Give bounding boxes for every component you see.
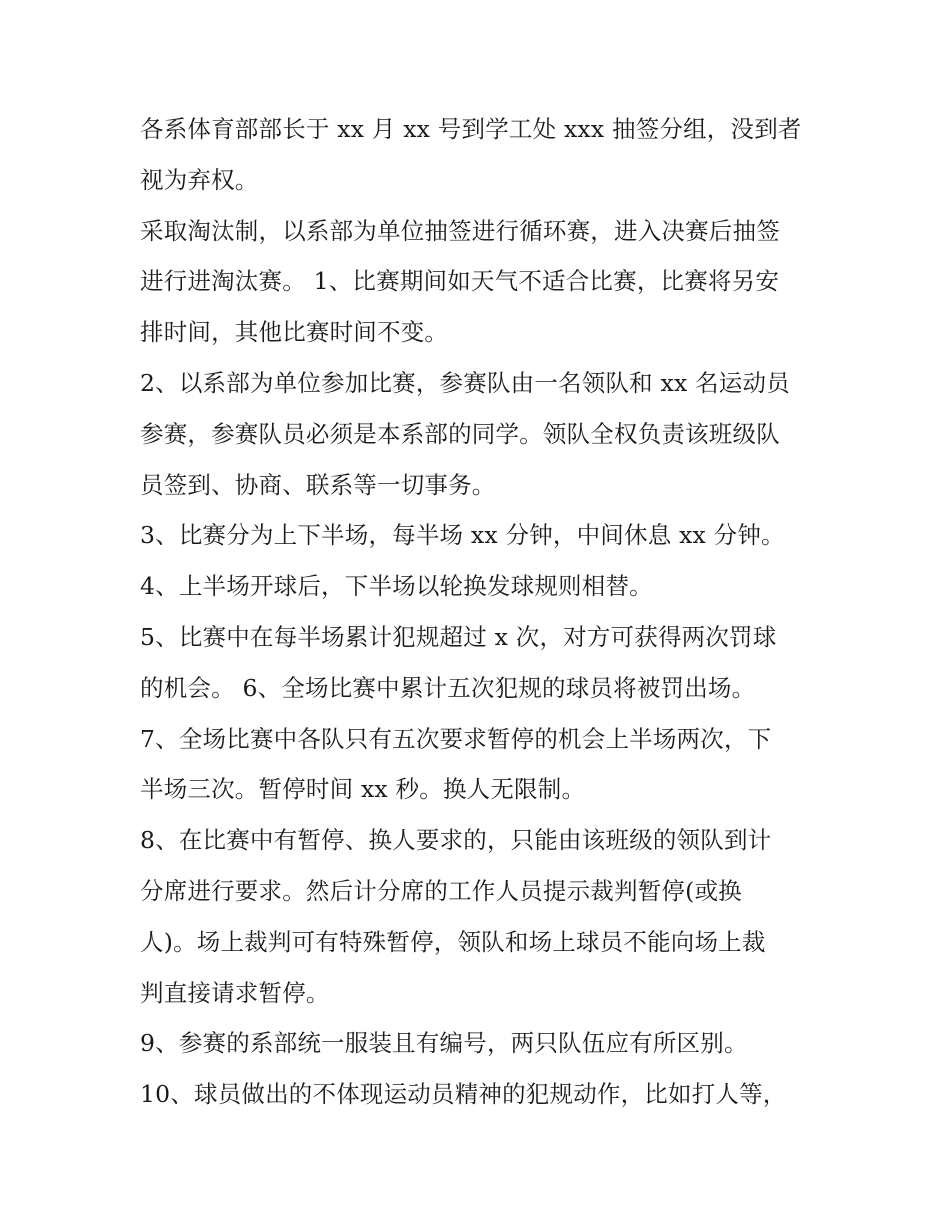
paragraph-rule-5-6 [140,612,820,714]
paragraph-rule-2 [140,358,820,510]
text-line: 9、参赛的系部统一服装且有编号，两只队伍应有所区别。 [140,1029,748,1058]
paragraph-rule-9 [140,1018,820,1069]
paragraph-draw-rules [140,104,820,206]
text-line: 5、比赛中在每半场累计犯规超过 x 次，对方可获得两次罚球 [140,622,777,651]
text-line: 判直接请求暂停。 [140,978,330,1007]
text-line: 采取淘汰制，以系部为单位抽签进行循环赛，进入决赛后抽签 [140,216,780,245]
text-line: 半场三次。暂停时间 xx 秒。换人无限制。 [140,775,586,804]
paragraph-rule-4 [140,561,820,612]
text-line: 员签到、协商、联系等一切事务。 [140,470,496,499]
text-line: 分席进行要求。然后计分席的工作人员提示裁判暂停(或换 [140,876,742,905]
text-line: 4、上半场开球后，下半场以轮换发球规则相替。 [140,572,653,601]
document-body [140,104,820,1120]
text-line: 10、球员做出的不体现运动员精神的犯规动作，比如打人等， [140,1080,787,1109]
text-line: 各系体育部部长于 xx 月 xx 号到学工处 xxx 抽签分组，没到者 [140,115,802,143]
paragraph-rule-3 [140,510,820,561]
text-line: 参赛，参赛队员必须是本系部的同学。领队全权负责该班级队 [140,419,780,448]
text-line: 人)。场上裁判可有特殊暂停，领队和场上球员不能向场上裁 [140,927,766,956]
text-line: 视为弃权。 [140,165,259,194]
text-line: 8、在比赛中有暂停、换人要求的，只能由该班级的领队到计 [140,826,772,855]
paragraph-rule-8 [140,815,820,1018]
text-line: 排时间，其他比赛时间不变。 [140,318,449,347]
paragraph-rule-10 [140,1069,820,1120]
paragraph-rule-7 [140,714,820,816]
text-line: 7、全场比赛中各队只有五次要求暂停的机会上半场两次，下 [140,724,772,753]
text-line: 3、比赛分为上下半场，每半场 xx 分钟，中间休息 xx 分钟。 [140,521,785,550]
text-line: 的机会。 6、全场比赛中累计五次犯规的球员将被罚出场。 [140,673,756,702]
text-line: 2、以系部为单位参加比赛，参赛队由一名领队和 xx 名运动员 [140,368,790,397]
text-line: 进行进淘汰赛。 1、比赛期间如天气不适合比赛，比赛将另安 [140,267,780,296]
paragraph-competition-format [140,206,820,358]
